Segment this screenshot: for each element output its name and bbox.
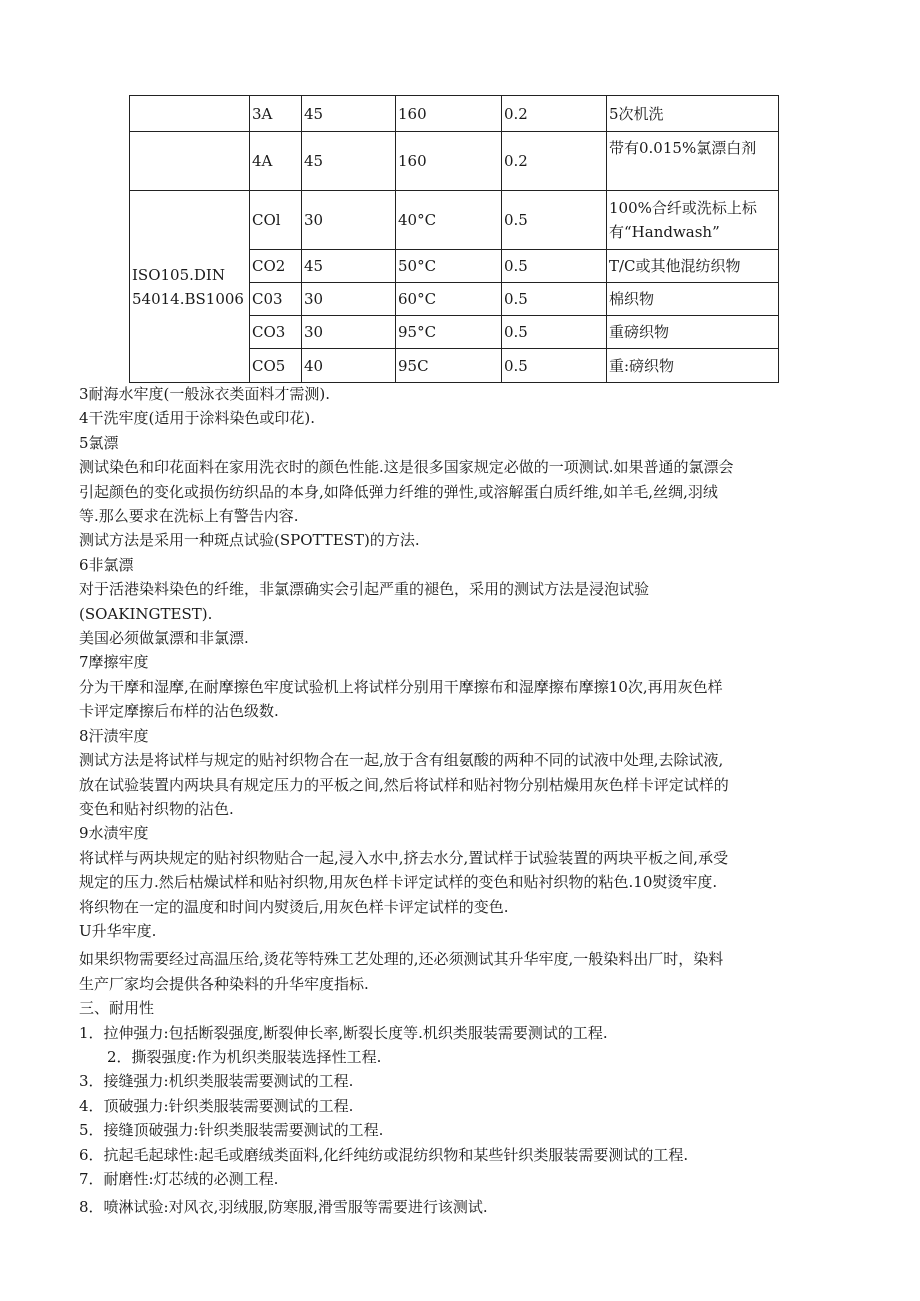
- paragraph-line: 分为干摩和湿摩,在耐摩擦色牢度试验机上将试样分别用干摩擦布和湿摩擦布摩擦10次,再用灰色样: [79, 677, 723, 696]
- table-cell: 95°C: [396, 316, 502, 349]
- table-row: [130, 191, 779, 250]
- paragraph-line: 测试方法是将试样与规定的贴衬织物合在一起,放于含有组氨酸的两种不同的试液中处理,去除试液,: [79, 751, 724, 770]
- paragraph-line: 测试染色和印花面料在家用洗衣时的颜色性能.这是很多国家规定必做的一项测试.如果普通的氯漂会: [79, 458, 734, 477]
- table-cell: C03: [250, 283, 302, 316]
- table-cell: 0.5: [502, 283, 607, 316]
- list-item: 1．拉伸强力:包括断裂强度,断裂伸长率,断裂长度等.机织类服装需要测试的工程.: [79, 1023, 608, 1042]
- heading-durability: 三、耐用性: [79, 999, 155, 1018]
- cell-line: 有“Handwash”: [609, 223, 720, 241]
- table-cell: [130, 96, 250, 132]
- table-cell: 0.5: [502, 250, 607, 283]
- list-item: 2．撕裂强度:作为机织类服装选择性工程.: [107, 1047, 382, 1066]
- table-cell: 棉织物: [607, 283, 779, 316]
- list-item: 8．喷淋试验:对风衣,羽绒服,防寒服,滑雪服等需要进行该测试.: [79, 1198, 488, 1217]
- table-cell: 0.5: [502, 316, 607, 349]
- paragraph-line: 等.那么要求在洗标上有警告内容.: [79, 507, 299, 526]
- paragraph-line: 生产厂家均会提供各种染料的升华牢度指标.: [79, 974, 369, 993]
- table-cell: 160: [396, 96, 502, 132]
- heading-dry-cleaning-fastness: 4干洗牢度(适用于涂料染色或印花).: [79, 409, 316, 428]
- wash-fastness-table: [129, 95, 779, 383]
- heading-non-chlorine-bleach: 6非氯漂: [79, 555, 134, 574]
- paragraph-line: 对于活港染料染色的纤维，非氯漂确实会引起严重的褪色，采用的测试方法是浸泡试验: [79, 580, 650, 599]
- table-cell: 60°C: [396, 283, 502, 316]
- table-row: [130, 132, 779, 191]
- table-cell: 30: [302, 316, 396, 349]
- standard-name-line: ISO105.DIN: [132, 265, 225, 284]
- paragraph-line: (SOAKINGTEST).: [79, 604, 213, 623]
- paragraph-line: 美国必须做氯漂和非氯漂.: [79, 629, 249, 648]
- paragraph-line: 规定的压力.然后枯燥试样和贴衬织物,用灰色样卡评定试样的变色和贴衬织物的粘色.10熨烫牢度.: [79, 873, 718, 892]
- table-cell: 40: [302, 349, 396, 383]
- table-cell: CO2: [250, 250, 302, 283]
- table-cell: CO3: [250, 316, 302, 349]
- heading-chlorine-bleach: 5氯漂: [79, 433, 119, 452]
- table-cell: 50°C: [396, 250, 502, 283]
- table-cell: 45: [302, 96, 396, 132]
- table-cell: COl: [250, 191, 302, 250]
- heading-perspiration-fastness: 8汗渍牢度: [79, 726, 149, 745]
- list-item: 4．顶破强力:针织类服装需要测试的工程.: [79, 1096, 354, 1115]
- table-cell: 30: [302, 191, 396, 250]
- body-text: [79, 382, 839, 1220]
- paragraph-line: 引起颜色的变化或损伤纺织品的本身,如降低弹力纤维的弹性,或溶解蛋白质纤维,如羊毛,丝绸,羽绒: [79, 482, 718, 501]
- list-item: 3．接缝强力:机织类服装需要测试的工程.: [79, 1072, 354, 1091]
- table-cell: 0.2: [502, 132, 607, 191]
- table-cell: 45: [302, 132, 396, 191]
- table-cell: 0.5: [502, 191, 607, 250]
- table-cell: T/C或其他混纺织物: [607, 250, 779, 283]
- paragraph-line: 如果织物需要经过高温压给,烫花等特殊工艺处理的,还必须测试其升华牢度,一般染料出厂时，染料: [79, 950, 724, 969]
- table-cell: [130, 132, 250, 191]
- table-cell: 重:磅织物: [607, 349, 779, 383]
- table-cell: 3A: [250, 96, 302, 132]
- table-row: [130, 96, 779, 132]
- paragraph-line: 卡评定摩擦后布样的沾色级数.: [79, 702, 279, 721]
- table-cell: 95C: [396, 349, 502, 383]
- paragraph-line: 测试方法是采用一种斑点试验(SPOTTEST)的方法.: [79, 531, 420, 550]
- heading-rubbing-fastness: 7摩擦牢度: [79, 653, 149, 672]
- table-cell: 0.2: [502, 96, 607, 132]
- table-cell: 5次机洗: [607, 96, 779, 132]
- heading-water-fastness: 9水渍牢度: [79, 824, 149, 843]
- paragraph-line: 将织物在一定的温度和时间内熨烫后,用灰色样卡评定试样的变色.: [79, 897, 509, 916]
- paragraph-line: 变色和贴衬织物的沾色.: [79, 799, 234, 818]
- paragraph-line: 将试样与两块规定的贴衬织物贴合一起,浸入水中,挤去水分,置试样于试验装置的两块平板之间,承受: [79, 848, 729, 867]
- list-item: 6．抗起毛起球性:起毛或磨绒类面料,化纤纯纺或混纺织物和某些针织类服装需要测试的工程.: [79, 1145, 689, 1164]
- table-cell: 30: [302, 283, 396, 316]
- standard-name-cell: [130, 191, 250, 383]
- cell-line: 100%合纤或洗标上标: [609, 199, 757, 217]
- list-item: 5．接缝顶破强力:针织类服装需要测试的工程.: [79, 1121, 384, 1140]
- table-cell: [607, 191, 779, 250]
- table-cell: CO5: [250, 349, 302, 383]
- heading-seawater-fastness: 3耐海水牢度(一般泳衣类面料才需测).: [79, 385, 331, 403]
- table-cell: 160: [396, 132, 502, 191]
- table-cell: 带有0.015%氯漂白剂: [607, 132, 779, 191]
- heading-sublimation-fastness: U升华牢度.: [79, 921, 157, 940]
- table-cell: 0.5: [502, 349, 607, 383]
- table-cell: 重磅织物: [607, 316, 779, 349]
- table-cell: 45: [302, 250, 396, 283]
- standard-name-line: 54014.BS1006: [132, 289, 244, 308]
- table-cell: 40°C: [396, 191, 502, 250]
- paragraph-line: 放在试验装置内两块具有规定压力的平板之间,然后将试样和贴衬物分别枯燥用灰色样卡评定试样的: [79, 775, 729, 794]
- table-cell: 4A: [250, 132, 302, 191]
- list-item: 7．耐磨性:灯芯绒的必测工程.: [79, 1170, 279, 1188]
